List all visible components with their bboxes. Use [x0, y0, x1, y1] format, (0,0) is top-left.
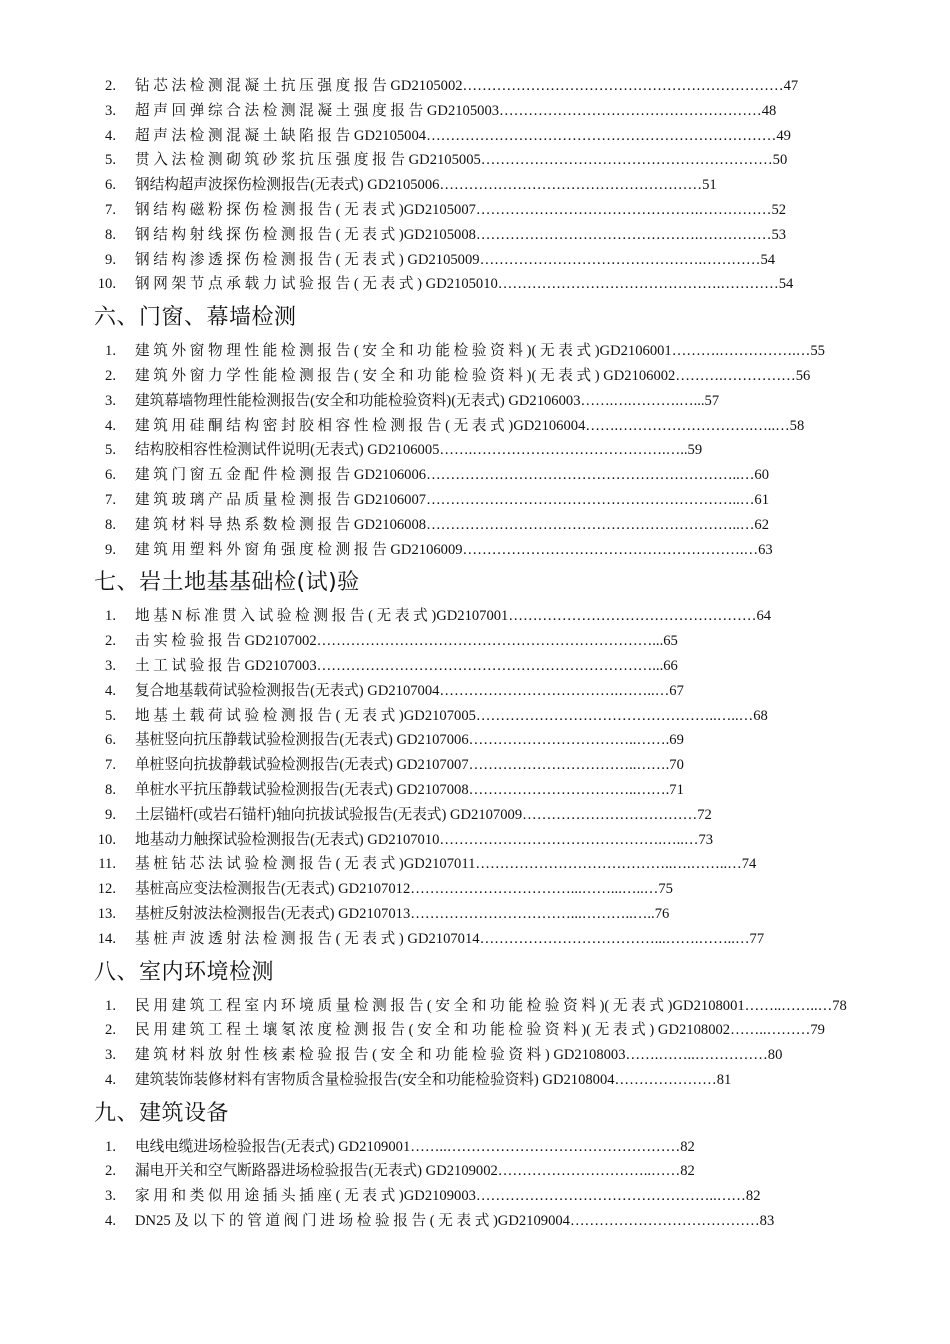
toc-entry-number: 4.	[105, 1213, 116, 1230]
toc-entry-text: 超 声 回 弹 综 合 法 检 测 混 凝 土 强 度 报 告 GD2105003………………………………………………48	[135, 102, 777, 119]
toc-entry[interactable]	[0, 463, 950, 488]
toc-entry-text: 电线电缆进场检验报告(无表式) GD2109001……..…………………………………………82	[135, 1138, 695, 1155]
toc-entry-number: 5.	[105, 152, 116, 169]
toc-entry-text: 钢 结 构 磁 粉 探 伤 检 测 报 告 ( 无 表 式 )GD2105007……………………………………….……………52	[135, 201, 787, 218]
toc-entry-number: 9.	[105, 541, 116, 558]
toc-entry-number: 6.	[105, 177, 116, 194]
toc-entry-number: 5.	[105, 442, 116, 459]
toc-entry-text: 土 工 试 验 报 告 GD2107003……………………………………………………………...66	[135, 657, 678, 674]
toc-entry-text: 单桩竖向抗拔静载试验检测报告(无表式) GD2107007……………………………..…….70	[135, 757, 684, 774]
toc-entry-text: 建 筑 外 窗 力 学 性 能 检 测 报 告 ( 安 全 和 功 能 检 验 资 料 )( 无 表 式 ) GD2106002……….……………56	[135, 367, 811, 384]
toc-entry-number: 13.	[97, 905, 116, 922]
toc-entry-number: 4.	[105, 417, 116, 434]
toc-entry[interactable]	[0, 124, 950, 149]
toc-entry[interactable]	[0, 1068, 950, 1093]
toc-entry-text: 钢 网 架 节 点 承 载 力 试 验 报 告 ( 无 表 式 ) GD2105010……………………………………….…………54	[135, 276, 794, 293]
toc-entry-number: 11.	[98, 856, 116, 873]
toc-entry-text: 建筑装饰装修材料有害物质含量检验报告(安全和功能检验资料) GD2108004…………………81	[135, 1071, 732, 1088]
toc-entry[interactable]	[0, 604, 950, 629]
toc-entry[interactable]	[0, 364, 950, 389]
toc-entry[interactable]	[0, 414, 950, 439]
toc-entry-text: 民 用 建 筑 工 程 土 壤 氡 浓 度 检 测 报 告 ( 安 全 和 功 能 检 验 资 料 )( 无 表 式 ) GD2108002……..………79	[135, 1022, 825, 1039]
section-heading: 七、岩土地基基础检(试)验	[94, 570, 360, 596]
toc-entry-text: 建 筑 玻 璃 产 品 质 量 检 测 报 告 GD2106007………………………………………………………..…61	[135, 491, 770, 508]
toc-entry-number: 7.	[105, 201, 116, 218]
toc-entry-text: 建 筑 材 料 放 射 性 核 素 检 验 报 告 ( 安 全 和 功 能 检 验 资 料 ) GD2108003…….……..……………80	[135, 1047, 783, 1064]
toc-entry[interactable]	[0, 513, 950, 538]
toc-entry-text: 民 用 建 筑 工 程 室 内 环 境 质 量 检 测 报 告 ( 安 全 和 功 能 检 验 资 料 )( 无 表 式 )GD2108001……..……..…78	[135, 997, 847, 1014]
toc-entry[interactable]	[0, 902, 950, 927]
toc-entry-number: 8.	[105, 781, 116, 798]
toc-entry[interactable]	[0, 438, 950, 463]
toc-entry-text: 建 筑 门 窗 五 金 配 件 检 测 报 告 GD2106006………………………………………………………..…60	[135, 467, 770, 484]
toc-entry[interactable]	[0, 629, 950, 654]
toc-entry[interactable]	[0, 1043, 950, 1068]
toc-entry-number: 6.	[105, 732, 116, 749]
toc-entry[interactable]	[0, 1159, 950, 1184]
toc-entry-text: 地基动力触探试验检测报告(无表式) GD2107010……………………………………….…..…73	[135, 831, 714, 848]
toc-entry[interactable]	[0, 1018, 950, 1043]
toc-entry-text: 地 基 土 载 荷 试 验 检 测 报 告 ( 无 表 式 )GD2107005…………………………………………..…..…68	[135, 707, 768, 724]
toc-entry-text: 钻 芯 法 检 测 混 凝 土 抗 压 强 度 报 告 GD2105002…………………………………………………………47	[135, 78, 799, 94]
toc-entry-number: 3.	[105, 657, 116, 674]
toc-entry-number: 3.	[105, 102, 116, 119]
toc-entry[interactable]	[0, 852, 950, 877]
toc-entry-number: 8.	[105, 516, 116, 533]
toc-entry-text: 击 实 检 验 报 告 GD2107002……………………………………………………………...65	[135, 633, 678, 650]
toc-entry[interactable]	[0, 1209, 950, 1234]
toc-entry[interactable]	[0, 704, 950, 729]
toc-entry-text: 基桩反射波法检测报告(无表式) GD2107013……………………………...………..…..76	[135, 905, 670, 922]
toc-entry-number: 2.	[105, 78, 116, 94]
toc-section-building-equipment	[0, 1095, 950, 1234]
toc-entry-number: 1.	[105, 608, 116, 625]
toc-entry[interactable]	[0, 753, 950, 778]
toc-entry-text: 建 筑 材 料 导 热 系 数 检 测 报 告 GD2106008………………………………………………………..…62	[135, 516, 770, 533]
toc-entry[interactable]	[0, 74, 950, 99]
toc-entry-text: 超 声 法 检 测 混 凝 土 缺 陷 报 告 GD2105004………………………………………………………………49	[135, 127, 791, 144]
toc-entry[interactable]	[0, 248, 950, 273]
toc-entry-text: 家 用 和 类 似 用 途 插 头 插 座 ( 无 表 式 )GD2109003…………………………………………..……82	[135, 1188, 761, 1205]
toc-entry-text: 建 筑 外 窗 物 理 性 能 检 测 报 告 ( 安 全 和 功 能 检 验 资 料 )( 无 表 式 )GD2106001……….…………….…55	[135, 343, 825, 360]
toc-entry-number: 4.	[105, 682, 116, 699]
toc-section-concrete-steel	[0, 74, 950, 297]
toc-entry-number: 12.	[97, 881, 116, 898]
toc-entry-text: 建 筑 用 塑 料 外 窗 角 强 度 检 测 报 告 GD2106009………………………………………………….…63	[135, 541, 773, 558]
toc-entry-number: 2.	[105, 1022, 116, 1039]
toc-entry-number: 9.	[105, 806, 116, 823]
toc-entry-text: DN25 及 以 下 的 管 道 阀 门 进 场 检 验 报 告 ( 无 表 式 )GD2109004…………………………………83	[135, 1213, 775, 1230]
toc-entry-text: 基 桩 声 波 透 射 法 检 测 报 告 ( 无 表 式 ) GD2107014………………………………...…….……..…77	[135, 930, 765, 947]
toc-entry-number: 7.	[105, 757, 116, 774]
toc-entry[interactable]	[0, 828, 950, 853]
toc-entry-number: 1.	[105, 343, 116, 360]
toc-entry-number: 10.	[97, 831, 116, 848]
toc-entry-text: 地 基 N 标 准 贯 入 试 验 检 测 报 告 ( 无 表 式 )GD2107001……………………………………………64	[135, 608, 772, 625]
toc-entry[interactable]	[0, 994, 950, 1019]
toc-entry[interactable]	[0, 803, 950, 828]
toc-entry-text: 基桩竖向抗压静载试验检测报告(无表式) GD2107006……………………………..…….69	[135, 732, 684, 749]
toc-entry[interactable]	[0, 538, 950, 563]
toc-entry[interactable]	[0, 654, 950, 679]
toc-entry-number: 4.	[105, 1071, 116, 1088]
toc-entry-number: 3.	[105, 392, 116, 409]
toc-entry-number: 14.	[97, 930, 116, 947]
toc-entry-text: 钢 结 构 渗 透 探 伤 检 测 报 告 ( 无 表 式 ) GD2105009……………………………………….…………54	[135, 251, 776, 268]
toc-entry-text: 土层锚杆(或岩石锚杆)轴向抗拔试验报告(无表式) GD2107009………………………………72	[135, 806, 712, 823]
toc-section-doors-windows	[0, 299, 950, 562]
toc-entry[interactable]	[0, 223, 950, 248]
toc-entry[interactable]	[0, 927, 950, 952]
toc-entry[interactable]	[0, 1135, 950, 1160]
toc-entry[interactable]	[0, 339, 950, 364]
section-heading: 九、建筑设备	[94, 1100, 230, 1126]
toc-entry[interactable]	[0, 148, 950, 173]
toc-entry[interactable]	[0, 272, 950, 297]
toc-entry-number: 8.	[105, 226, 116, 243]
toc-entry-text: 基桩高应变法检测报告(无表式) GD2107012……………………………...……...…..…75	[135, 881, 673, 898]
toc-entry-number: 1.	[105, 997, 116, 1014]
toc-entry-text: 贯 入 法 检 测 砌 筑 砂 浆 抗 压 强 度 报 告 GD2105005……………………………………………………50	[135, 152, 788, 169]
toc-entry-text: 单桩水平抗压静载试验检测报告(无表式) GD2107008……………………………..…….71	[135, 781, 684, 798]
toc-entry[interactable]	[0, 877, 950, 902]
toc-entry-number: 3.	[105, 1188, 116, 1205]
section-heading: 八、室内环境检测	[94, 959, 275, 985]
toc-entry-number: 1.	[105, 1138, 116, 1155]
toc-entry-number: 10.	[97, 276, 116, 293]
toc-entry-text: 建筑幕墙物理性能检测报告(安全和功能检验资料)(无表式) GD2106003…….….……….…...57	[135, 392, 720, 409]
toc-entry-number: 9.	[105, 251, 116, 268]
toc-entry-number: 4.	[105, 127, 116, 144]
toc-entry[interactable]	[0, 728, 950, 753]
toc-entry-number: 2.	[105, 633, 116, 650]
toc-section-geotechnical	[0, 564, 950, 951]
toc-entry[interactable]	[0, 173, 950, 198]
toc-entry-number: 3.	[105, 1047, 116, 1064]
toc-entry-number: 5.	[105, 707, 116, 724]
toc-entry-text: 钢 结 构 射 线 探 伤 检 测 报 告 ( 无 表 式 )GD2105008……………………………………….……………53	[135, 226, 787, 243]
toc-entry-number: 2.	[105, 1163, 116, 1180]
toc-entry[interactable]	[0, 488, 950, 513]
toc-entry[interactable]	[0, 778, 950, 803]
toc-entry[interactable]	[0, 389, 950, 414]
toc-entry-number: 2.	[105, 367, 116, 384]
toc-entry-number: 7.	[105, 491, 116, 508]
toc-entry[interactable]	[0, 679, 950, 704]
toc-section-indoor-environment	[0, 954, 950, 1093]
toc-entry-text: 建 筑 用 硅 酮 结 构 密 封 胶 相 容 性 检 测 报 告 ( 无 表 式 )GD2106004…….……………………….…..…58	[135, 417, 805, 434]
toc-entry[interactable]	[0, 99, 950, 124]
toc-entry-text: 复合地基载荷试验检测报告(无表式) GD2107004……………………………….……..…67	[135, 682, 684, 699]
toc-entry-text: 漏电开关和空气断路器进场检验报告(无表式) GD2109002…………………………..……82	[135, 1163, 695, 1180]
toc-entry-text: 基 桩 钻 芯 法 试 验 检 测 报 告 ( 无 表 式 )GD2107011…………………………………..….……..…74	[135, 856, 757, 873]
toc-entry[interactable]	[0, 198, 950, 223]
toc-entry-text: 结构胶相容性检测试件说明(无表式) GD2106005…….………………………………….…..59	[135, 442, 703, 459]
section-heading: 六、门窗、幕墙检测	[94, 305, 297, 331]
toc-entry-number: 6.	[105, 467, 116, 484]
toc-entry[interactable]	[0, 1184, 950, 1209]
toc-entry-text: 钢结构超声波探伤检测报告(无表式) GD2105006………………………………………………51	[135, 177, 717, 194]
